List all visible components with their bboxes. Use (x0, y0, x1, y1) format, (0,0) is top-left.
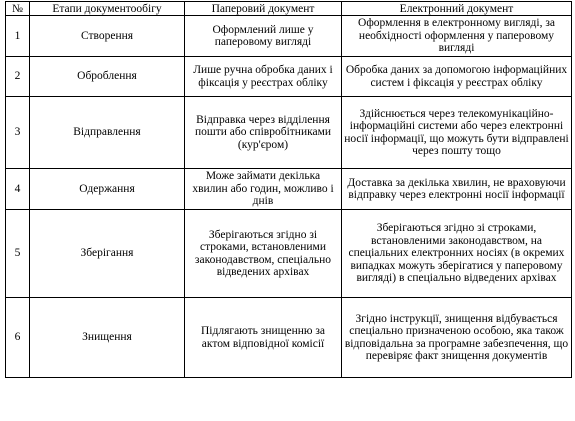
electronic-cell: Оформлення в електронному вигляді, за необхідності оформлення у паперовому вигляді (342, 16, 572, 57)
paper-cell: Підлягають знищенню за актом відповідної комісії (185, 298, 342, 378)
paper-cell: Відправка через відділення пошти або співробітниками (кур'єром) (185, 97, 342, 169)
table-body (6, 16, 572, 378)
paper-cell: Може займати декілька хвилин або годин, можливо і днів (185, 169, 342, 210)
stage-cell: Зберігання (30, 210, 185, 298)
stage-cell: Одержання (30, 169, 185, 210)
document-flow-comparison-table (5, 1, 572, 378)
row-number: 6 (6, 298, 30, 378)
table-row (6, 169, 572, 210)
paper-cell: Лише ручна обробка даних і фіксація у реєстрах обліку (185, 57, 342, 97)
table-row (6, 97, 572, 169)
electronic-cell: Доставка за декілька хвилин, не враховуючи відправку через електронні носії інформації (342, 169, 572, 210)
paper-cell: Оформлений лише у паперовому вигляді (185, 16, 342, 57)
header-electronic-document: Електронний документ (342, 2, 572, 16)
electronic-cell: Зберігаються згідно зі строками, встановленими законодавством, на спеціальних електронних носіях (в окремих випадках можуть зберігатися у паперовому вигляді) в спеціально відведених архівах (342, 210, 572, 298)
header-paper-document: Паперовий документ (185, 2, 342, 16)
table-row (6, 298, 572, 378)
row-number: 4 (6, 169, 30, 210)
electronic-cell: Здійснюється через телекомунікаційно-інформаційні системи або через електронні носії інформації, що можуть бути відправлені через пошту тощо (342, 97, 572, 169)
header-number: № (6, 2, 30, 16)
table-row (6, 16, 572, 57)
row-number: 5 (6, 210, 30, 298)
row-number: 3 (6, 97, 30, 169)
electronic-cell: Обробка даних за допомогою інформаційних систем і фіксація у реєстрах обліку (342, 57, 572, 97)
paper-cell: Зберігаються згідно зі строками, встановленими законодавством, спеціально відведених архівах (185, 210, 342, 298)
row-number: 1 (6, 16, 30, 57)
stage-cell: Відправлення (30, 97, 185, 169)
row-number: 2 (6, 57, 30, 97)
electronic-cell: Згідно інструкції, знищення відбувається спеціально призначеною особою, яка також відповідальна за програмне забезпечення, що перевіряє факт знищення документів (342, 298, 572, 378)
table-row (6, 210, 572, 298)
header-stage: Етапи документообігу (30, 2, 185, 16)
table-header (6, 2, 572, 16)
stage-cell: Оброблення (30, 57, 185, 97)
stage-cell: Створення (30, 16, 185, 57)
stage-cell: Знищення (30, 298, 185, 378)
table-row (6, 57, 572, 97)
header-row (6, 2, 572, 16)
